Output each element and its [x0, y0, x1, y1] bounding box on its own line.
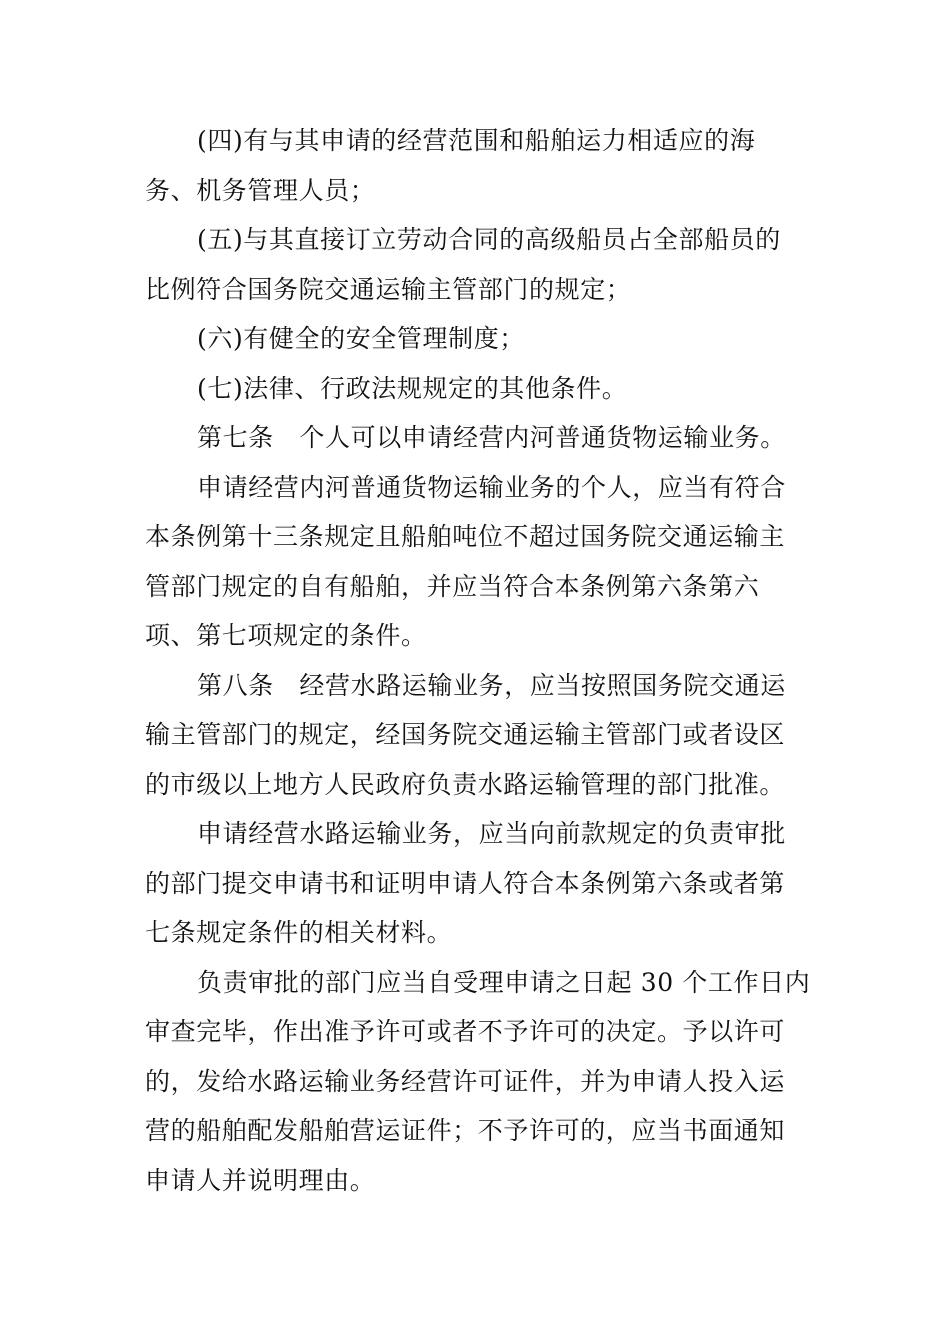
text-line: 申请经营水路运输业务，应当向前款规定的负责审批	[197, 819, 786, 848]
text-line: 的市级以上地方人民政府负责水路运输管理的部门批准。	[145, 769, 786, 799]
article-7-heading-line: 第七条 个人可以申请经营内河普通货物运输业务。	[197, 423, 786, 452]
text-line: (五)与其直接订立劳动合同的高级船员占全部船员的	[197, 225, 781, 254]
text-line: 的部门提交申请书和证明申请人符合本条例第六条或者第	[145, 868, 786, 898]
document-body	[145, 116, 811, 1205]
text-line: (七)法律、行政法规规定的其他条件。	[197, 373, 628, 403]
text-line: 输主管部门的规定，经国务院交通运输主管部门或者设区	[145, 720, 786, 749]
text-line: 申请人并说明理由。	[145, 1165, 376, 1195]
article-8-heading-line: 第八条 经营水路运输业务，应当按照国务院交通运	[197, 670, 786, 700]
text-line: 营的船舶配发船舶营运证件；不予许可的，应当书面通知	[145, 1116, 786, 1145]
text-line: 本条例第十三条规定且船舶吨位不超过国务院交通运输主	[145, 522, 786, 551]
text-line: (六)有健全的安全管理制度；	[197, 324, 525, 353]
text-line: 负责审批的部门应当自受理申请之日起 30 个工作日内	[197, 967, 811, 997]
text-line: 的，发给水路运输业务经营许可证件，并为申请人投入运	[145, 1066, 786, 1096]
text-line: 务、机务管理人员；	[145, 175, 376, 205]
text-line: 审查完毕，作出准予许可或者不予许可的决定。予以许可	[145, 1017, 786, 1046]
text-line: 项、第七项规定的条件。	[145, 621, 427, 650]
text-line: 申请经营内河普通货物运输业务的个人，应当有符合	[197, 472, 786, 502]
text-line: 七条规定条件的相关材料。	[145, 918, 453, 947]
text-line: 比例符合国务院交通运输主管部门的规定；	[145, 274, 632, 304]
text-line: 管部门规定的自有船舶，并应当符合本条例第六条第六	[145, 571, 760, 601]
text-line: (四)有与其申请的经营范围和船舶运力相适应的海	[197, 126, 756, 155]
